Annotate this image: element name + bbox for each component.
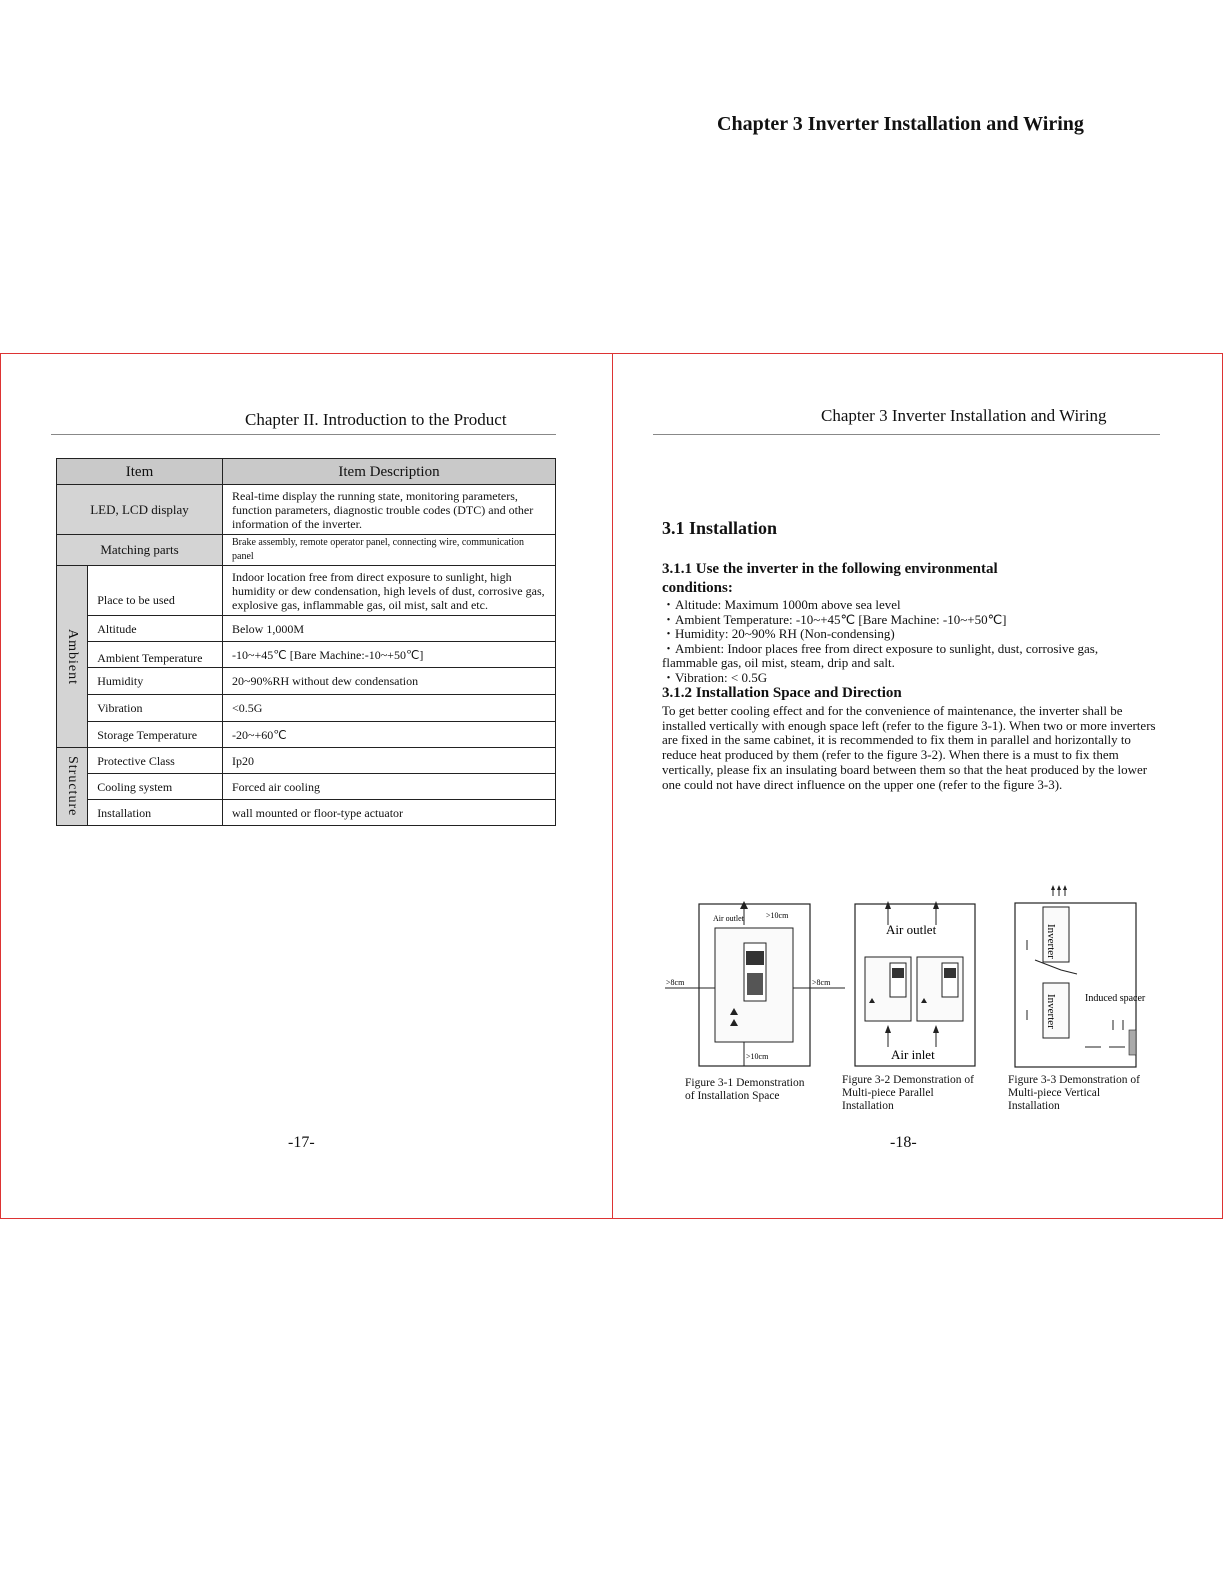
figure-3-2-diagram	[850, 895, 980, 1075]
list-item: ・Ambient Temperature: -10~+45℃ [Bare Machine: -10~+50℃]	[662, 611, 1007, 627]
page-number-left: -17-	[288, 1134, 315, 1151]
item-cell: LED, LCD display	[57, 485, 223, 535]
item-cell: Humidity	[88, 668, 223, 695]
air-outlet-arrow-icon	[740, 901, 748, 909]
arrow-head-icon	[1051, 885, 1055, 890]
arrow-head-icon	[933, 901, 939, 909]
header-rule-left	[51, 434, 556, 435]
section-3-1-1-heading: 3.1.1 Use the inverter in the following environmental	[662, 561, 998, 577]
left-clearance-label: >8cm	[666, 978, 685, 987]
description-cell: Forced air cooling	[223, 774, 556, 800]
list-item: ・Ambient: Indoor places free from direct exposure to sunlight, dust, corrosive gas,	[662, 640, 1099, 656]
top-clearance-label: >10cm	[766, 911, 789, 920]
cabinet-outline	[1015, 903, 1136, 1067]
list-item: flammable gas, oil mist, steam, drip and salt.	[662, 655, 895, 671]
item-cell: Matching parts	[57, 535, 223, 566]
air-outlet-label: Air outlet	[886, 922, 937, 937]
section-3-1-1-heading-cont: conditions:	[662, 580, 733, 596]
header-rule-right	[653, 434, 1160, 435]
section-3-1-heading: 3.1 Installation	[662, 518, 778, 538]
description-cell: <0.5G	[223, 695, 556, 722]
description-cell: 20~90%RH without dew condensation	[223, 668, 556, 695]
upper-inverter-label: Inverter	[1045, 924, 1057, 959]
item-cell: Cooling system	[88, 774, 223, 800]
description-cell: Ip20	[223, 748, 556, 774]
air-inlet-label: Air inlet	[891, 1047, 935, 1062]
air-outlet-label: Air outlet	[713, 914, 744, 923]
list-item: ・Humidity: 20~90% RH (Non-condensing)	[662, 626, 895, 642]
bottom-clearance-label: >10cm	[746, 1052, 769, 1061]
running-head-left: Chapter II. Introduction to the Product	[245, 410, 507, 429]
item-cell: Vibration	[88, 695, 223, 722]
caption-line: Figure 3-1 Demonstration	[685, 1077, 805, 1089]
inverter-display	[892, 968, 904, 978]
page-number-right: -18-	[890, 1134, 917, 1151]
caption-line: Multi-piece Vertical	[1008, 1087, 1101, 1099]
figure-3-2-caption	[842, 1074, 974, 1113]
caption-line: of Installation Space	[685, 1090, 780, 1102]
installation-paragraph: To get better cooling effect and for the convenience of maintenance, the inverter shall be installed vertically with enough space left (refer to the figure 3-1). When two or more inverters are fixed in the same cabinet, it is recommended to fix them in parallel and horizontally to reduce heat produced by them (refer to the figure 3-2). When there is a must to fix them vertically, please fix an insulating board between them so that the heat produced by the lower one could not have direct influence on the upper one (refer to the figure 3-3).	[662, 703, 1156, 792]
inlet-grille	[1129, 1030, 1136, 1055]
item-cell: Protective Class	[88, 748, 223, 774]
lower-inverter-label: Inverter	[1045, 994, 1057, 1029]
description-cell: -20~+60℃	[223, 722, 556, 748]
figure-3-3-diagram	[1005, 880, 1165, 1070]
description-cell: Real-time display the running state, monitoring parameters, function parameters, diagnostic trouble codes (DTC) and other information of the inverter.	[223, 485, 556, 535]
inverter-display	[746, 951, 764, 965]
item-cell: Ambient Temperature	[88, 642, 223, 668]
description-cell: -10~+45℃ [Bare Machine:-10~+50℃]	[223, 642, 556, 668]
figure-3-3-caption	[1008, 1074, 1140, 1113]
list-item: ・Vibration: < 0.5G	[662, 669, 768, 685]
caption-line: Figure 3-3 Demonstration of	[1008, 1074, 1140, 1086]
arrow-head-icon	[885, 1025, 891, 1033]
item-cell: Place to be used	[88, 566, 223, 616]
running-head-right: Chapter 3 Inverter Installation and Wiring	[821, 406, 1107, 425]
caption-line: Figure 3-2 Demonstration of	[842, 1074, 974, 1086]
figure-3-1-caption	[685, 1077, 804, 1103]
description-cell: wall mounted or floor-type actuator	[223, 800, 556, 826]
group-label-ambient: Ambient	[57, 566, 88, 748]
caption-line: Multi-piece Parallel	[842, 1087, 934, 1099]
table-header-description: Item Description	[223, 459, 556, 485]
right-clearance-label: >8cm	[812, 978, 831, 987]
caption-line: Installation	[1008, 1100, 1060, 1112]
arrow-head-icon	[933, 1025, 939, 1033]
description-cell: Below 1,000M	[223, 616, 556, 642]
section-3-1-2-heading: 3.1.2 Installation Space and Direction	[662, 685, 902, 701]
inverter-display	[944, 968, 956, 978]
arrow-head-icon	[1063, 885, 1067, 890]
figure-3-1-diagram	[660, 895, 850, 1075]
group-label-structure: Structure	[57, 748, 88, 826]
induced-spacer-label: Induced spacer	[1085, 993, 1146, 1004]
chapter-title: Chapter 3 Inverter Installation and Wiring	[717, 113, 1084, 135]
arrow-head-icon	[1057, 885, 1061, 890]
list-item: ・Altitude: Maximum 1000m above sea level	[662, 597, 901, 612]
item-cell: Altitude	[88, 616, 223, 642]
arrow-head-icon	[885, 901, 891, 909]
inverter-keypad	[747, 973, 763, 995]
item-cell: Storage Temperature	[88, 722, 223, 748]
table-header-item: Item	[57, 459, 223, 485]
page-17	[1, 354, 612, 1218]
item-cell: Installation	[88, 800, 223, 826]
caption-line: Installation	[842, 1100, 894, 1112]
description-cell: Brake assembly, remote operator panel, connecting wire, communication panel	[223, 535, 556, 566]
spec-table	[56, 458, 556, 826]
environmental-conditions-list	[662, 598, 1157, 686]
description-cell: Indoor location free from direct exposure to sunlight, high humidity or dew condensation, high levels of dust, corrosive gas, explosive gas, inflammable gas, oil mist, salt and etc.	[223, 566, 556, 616]
